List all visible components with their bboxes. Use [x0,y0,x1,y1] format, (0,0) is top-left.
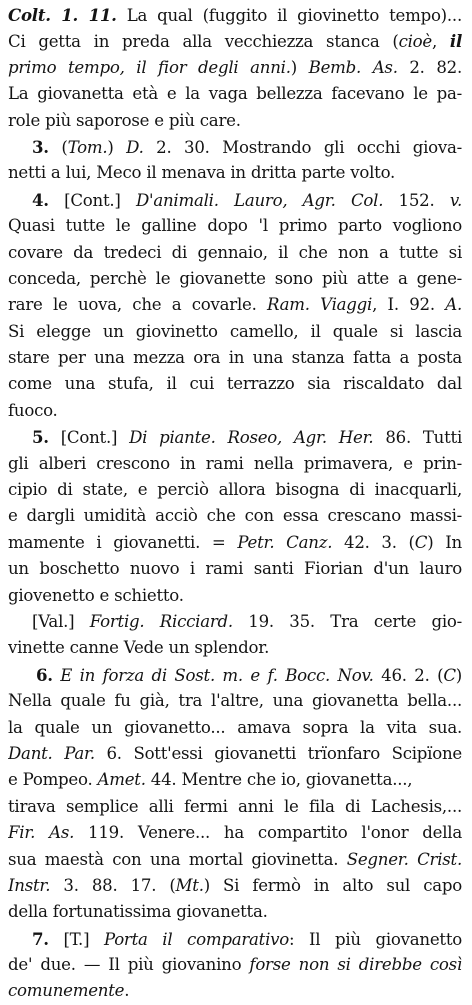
text-line [8,583,462,609]
text-segment: [Cont.] [48,190,136,210]
text-line [8,213,462,239]
text-line [8,926,462,952]
text-line [8,530,462,556]
text-segment: conceda, perchè le giovanette sono più atte a gene- [8,268,462,288]
text-segment: come una stufa, il cui terrazzo sia riscaldato dal [8,374,462,394]
text-segment: , [432,32,450,52]
text-segment: un boschetto nuovo i rami santi Fiorian d'un lauro [8,559,462,579]
text-segment: 6. [36,664,53,685]
text-segment: 3. [32,136,49,157]
text-segment: 2. 30. Mostrando gli occhi giova- [143,137,462,157]
text-segment: D'animali. Lauro, Agr. Col. [135,190,384,210]
text-line [8,319,462,345]
text-line [8,424,462,450]
text-line [8,451,462,477]
text-segment: Bemb. As. [308,57,398,77]
text-line [8,767,462,793]
text-segment: tirava semplice alli fermi anni le fila di Lachesis,... [8,796,462,816]
text-line [8,292,462,318]
text-segment: la quale un giovanetto... amava sopra la vita sua. [8,717,462,737]
text-segment: ) [107,137,127,157]
text-segment: 3. 88. 17. ( [50,875,176,895]
text-segment: della fortunatissima giovanetta. [8,902,268,922]
text-line [8,899,462,925]
text-line [8,635,462,661]
text-segment: [Val.] [32,611,90,631]
text-line [8,2,462,28]
text-segment: e Pompeo. [8,770,98,790]
text-segment: ) [290,57,309,77]
text-line [8,556,462,582]
text-line [8,978,462,1004]
text-segment: Fir. As. [8,823,75,843]
text-segment: fuoco. [8,400,58,420]
text-segment: comunemente [8,981,125,1001]
text-segment: netti a lui, Meco il menava in dritta parte volto. [8,163,396,183]
text-segment: , [372,295,388,315]
text-segment: sua maestà con una mortal giovinetta. [8,849,347,869]
text-segment: D. [126,137,144,157]
text-segment: 7. [32,928,49,949]
text-line [8,662,462,688]
text-segment: Instr. [8,875,51,895]
text-line [8,715,462,741]
text-segment: ) Si fermò in alto sul capo [203,875,462,895]
text-line [8,741,462,767]
text-segment: gli alberi crescono in rami nella primavera, e prin- [8,453,462,473]
text-segment: mamente i giovanetti. = [8,532,238,552]
text-line [8,609,462,635]
text-segment: Colt. 1. 11. [8,5,117,25]
text-segment: A. [445,295,462,315]
text-segment: 119. Venere... ha compartito l'onor della [74,823,462,843]
text-segment: Mt. [175,875,204,895]
text-segment: il [449,31,462,52]
text-line [8,398,462,424]
text-segment: C [414,532,428,552]
text-line [8,160,462,186]
text-segment: [Cont.] [48,428,130,448]
text-segment: . 92. [393,295,446,315]
text-segment: E in forza di Sost. m. e f. Bocc. Nov. [60,665,374,685]
text-line [8,794,462,820]
text-segment: La qual (fuggito il giovinetto tempo)... [116,6,462,25]
text-segment: role più saporose e più care. [8,110,241,130]
text-segment: Amet. [97,770,146,790]
text-line [8,108,462,134]
text-segment: cipio di state, e perciò allora bisogna di inacquarli, [8,480,462,500]
text-segment: 42. 3. ( [332,532,415,552]
text-segment: e dargli umidità acciò che con essa crescano massi- [8,506,462,526]
text-line [8,134,462,160]
text-segment: v. [449,190,462,210]
text-segment: : Il più giovanetto [289,929,462,949]
text-segment: ( [48,137,68,157]
text-segment: 86. Tutti [373,428,462,448]
text-segment: Si elegge un giovinetto camello, il quale si lascia [8,321,462,341]
text-segment: primo tempo, il fior degli anni. [8,57,291,77]
text-line [8,28,462,54]
text-line [8,81,462,107]
text-line [8,266,462,292]
text-segment: 6. Sott'essi giovanetti trïonfaro Scipïone [94,743,462,763]
text-segment: covare da tredeci di gennaio, il che non a tutte si [8,242,462,262]
text-segment: 5. [32,427,49,448]
text-segment: 19. 35. Tra certe gio- [232,611,462,631]
text-line [8,345,462,371]
text-segment: de' due. — Il più giovanino [8,955,250,975]
text-segment: Segner. Crist. [346,849,462,869]
text-segment: Porta il comparativo [103,929,290,949]
text-line [8,820,462,846]
text-segment: Quasi tutte le galline dopo 'l primo parto vogliono [8,216,462,236]
text-segment: forse non si direbbe così [249,955,462,975]
text-segment: 46. 2. ( [373,665,444,685]
text-segment: Di piante. Roseo, Agr. Her. [129,428,374,448]
text-segment: giovenetto e schietto. [8,585,184,605]
text-segment: [T.] [48,929,104,949]
text-segment: cioè [398,32,432,52]
text-segment: vinette canne Vede un splendor. [8,638,270,658]
text-segment: ) [455,665,462,685]
text-segment: Dant. Par. [8,743,95,763]
text-line [8,952,462,978]
text-segment: 44. Mentre che io, giovanetta..., [145,770,413,790]
text-segment: Nella quale fu già, tra l'altre, una giovanetta bella... [8,691,462,711]
text-line [8,873,462,899]
text-segment: I [387,295,394,315]
text-segment: . [124,981,130,1001]
text-segment: Ci getta in preda alla vecchiezza stanca ( [8,32,399,52]
text-segment: Ram. Viaggi [267,295,373,315]
text-segment: Fortig. Ricciard. [89,611,233,631]
text-line [8,55,462,81]
text-line [8,688,462,714]
text-segment: ) In [427,532,462,552]
text-line [8,187,462,213]
text-line [8,240,462,266]
text-segment: 2. 82. [397,57,462,77]
text-segment: Tom. [67,137,108,157]
text-line [8,503,462,529]
text-segment: rare le uova, che a covarle. [8,295,267,315]
text-segment: La giovanetta età e la vaga bellezza facevano le pa- [8,84,462,104]
text-segment: Petr. Canz. [237,532,333,552]
text-line [8,847,462,873]
text-segment: C [443,665,456,685]
text-segment: stare per una mezza ora in una stanza fatta a posta [8,348,462,368]
text-segment: 152. [383,190,450,210]
text-line [8,477,462,503]
text-line [8,371,462,397]
text-segment: 4. [32,189,49,210]
